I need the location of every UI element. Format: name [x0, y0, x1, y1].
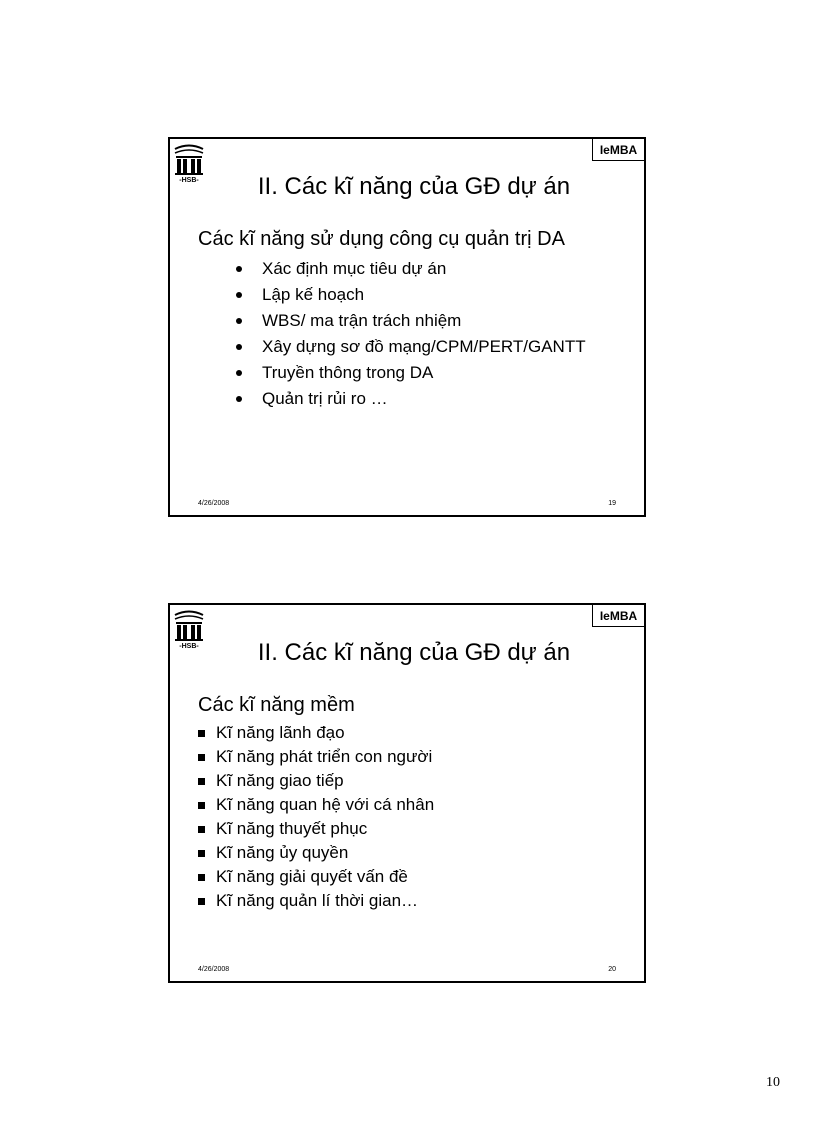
slide-20 — [168, 603, 646, 983]
list-item: Quản trị rủi ro … — [232, 386, 586, 412]
slide-subtitle: Các kĩ năng sử dụng công cụ quản trị DA — [198, 228, 565, 250]
slide-subtitle: Các kĩ năng mềm — [198, 694, 355, 716]
slide-title: II. Các kĩ năng của GĐ dự án — [257, 639, 571, 666]
slide-number: 19 — [608, 500, 616, 507]
bullet-square-icon — [198, 754, 205, 761]
list-item: WBS/ ma trận trách nhiệm — [232, 308, 586, 334]
slide-title: II. Các kĩ năng của GĐ dự án — [257, 173, 571, 200]
list-item: Kĩ năng phát triển con người — [198, 745, 434, 769]
brand-label: IeMBA — [592, 605, 644, 627]
bullet-square-icon — [198, 826, 205, 833]
bullet-square-icon — [198, 802, 205, 809]
slide-date: 4/26/2008 — [198, 500, 230, 507]
list-item: Xây dựng sơ đồ mạng/CPM/PERT/GANTT — [232, 334, 586, 360]
logo-text: -HSB- — [179, 177, 199, 183]
bullet-dot-icon — [236, 266, 242, 272]
list-item: Kĩ năng giao tiếp — [198, 769, 434, 793]
logo-text: -HSB- — [179, 643, 199, 649]
bullet-list — [232, 256, 586, 412]
slide-number: 20 — [608, 966, 616, 973]
list-item: Kĩ năng quản lí thời gian… — [198, 889, 434, 913]
brand-label: IeMBA — [592, 139, 644, 161]
list-item: Kĩ năng giải quyết vấn đề — [198, 865, 434, 889]
list-item: Kĩ năng lãnh đạo — [198, 721, 434, 745]
list-item: Truyền thông trong DA — [232, 360, 586, 386]
bullet-dot-icon — [236, 344, 242, 350]
bullet-dot-icon — [236, 370, 242, 376]
list-item: Lập kế hoạch — [232, 282, 586, 308]
bullet-dot-icon — [236, 396, 242, 402]
bullet-square-icon — [198, 850, 205, 857]
bullet-dot-icon — [236, 292, 242, 298]
bullet-square-icon — [198, 778, 205, 785]
list-item: Kĩ năng quan hệ với cá nhân — [198, 793, 434, 817]
list-item: Kĩ năng ủy quyền — [198, 841, 434, 865]
page-number: 10 — [766, 1075, 780, 1090]
slide-19 — [168, 137, 646, 517]
bullet-square-icon — [198, 730, 205, 737]
bullet-square-icon — [198, 874, 205, 881]
bullet-dot-icon — [236, 318, 242, 324]
list-item: Xác định mục tiêu dự án — [232, 256, 586, 282]
slide-date: 4/26/2008 — [198, 966, 230, 973]
list-item: Kĩ năng thuyết phục — [198, 817, 434, 841]
bullet-list — [198, 721, 434, 913]
bullet-square-icon — [198, 898, 205, 905]
